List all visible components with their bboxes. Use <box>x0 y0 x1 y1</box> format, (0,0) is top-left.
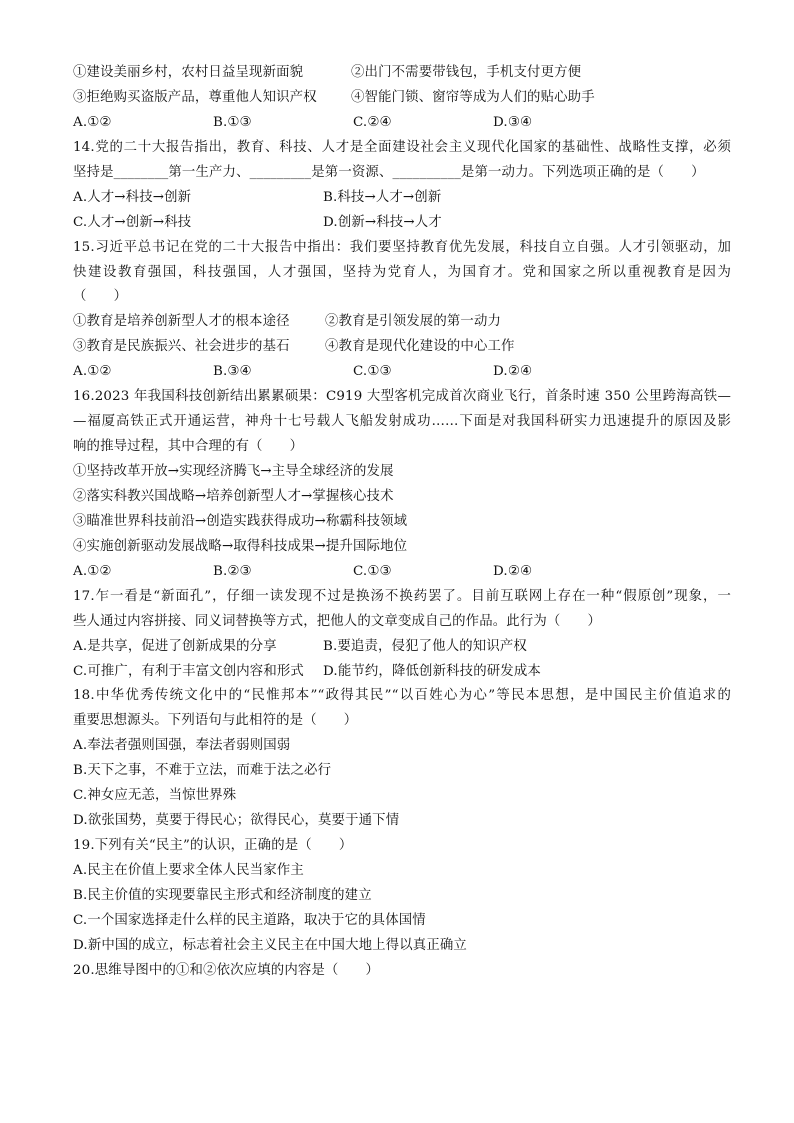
q15-stem-line: 15.习近平总书记在党的二十大报告中指出：我们要坚持教育优先发展，科技自立自强。人才引领驱动，加 <box>73 239 731 255</box>
q15-stem-line: 快建设教育强国，科技强国，人才强国，坚持为党育人，为国育才。党和国家之所以重视教育是因为 <box>73 264 731 280</box>
statement-1: ①教育是培养创新型人才的根本途径 <box>73 314 290 330</box>
option-a: A.是共享，促进了创新成果的分享 <box>73 638 277 654</box>
option-a: A.①② <box>73 563 112 579</box>
q16-stem-line: 响的推导过程，其中合理的有（ ） <box>73 439 304 455</box>
q18-stem-line: 18.中华优秀传统文化中的“民惟邦本”“政得其民”“以百姓心为心”等民本思想，是中国民主价值追求的 <box>73 688 731 704</box>
statement-4: ④教育是现代化建设的中心工作 <box>325 339 515 355</box>
statement-2: ②出门不需要带钱包，手机支付更方便 <box>351 65 582 80</box>
option-b: B.民主价值的实现要靠民主形式和经济制度的建立 <box>73 887 372 903</box>
statement-2: ②教育是引领发展的第一动力 <box>325 314 502 330</box>
option-a: A.①② <box>73 364 112 380</box>
q18-stem-line: 重要思想源头。下列语句与此相符的是（ ） <box>73 713 358 729</box>
option-d: D.③④ <box>493 114 533 130</box>
q15-options <box>73 360 731 385</box>
statement-4: ④智能门锁、窗帘等成为人们的贴心助手 <box>351 89 595 105</box>
option-b: B.②③ <box>213 563 252 579</box>
statement-3: ③拒绝购买盗版产品，尊重他人知识产权 <box>73 89 317 105</box>
option-c: C.②④ <box>353 114 392 130</box>
option-c: C.一个国家选择走什么样的民主道路，取决于它的具体国情 <box>73 912 426 928</box>
q19-stem: 19.下列有关“民主”的认识，正确的是（ ） <box>73 838 353 854</box>
q14-options-row <box>73 211 731 236</box>
option-a: A.民主在价值上要求全体人民当家作主 <box>73 863 304 878</box>
option-c: C.人才→创新→科技 <box>73 214 192 230</box>
statement-row <box>73 61 731 86</box>
option-b: B.天下之事，不难于立法，而难于法之必行 <box>73 763 332 779</box>
q15-stem-line: （ ） <box>73 289 128 305</box>
q17-options-row <box>73 660 731 685</box>
statement-1: ①坚持改革开放→实现经济腾飞→主导全球经济的发展 <box>73 464 394 479</box>
option-a: A.①② <box>73 114 112 130</box>
q17-stem-line: 些人通过内容拼接、同义词替换等方式，把他人的文章变成自己的作品。此行为（ ） <box>73 613 602 629</box>
option-d: D.②④ <box>493 563 533 579</box>
statement-1: ①建设美丽乡村，农村日益呈现新面貌 <box>73 65 304 80</box>
option-b: B.要追责，侵犯了他人的知识产权 <box>323 638 527 654</box>
statement-3: ③教育是民族振兴、社会进步的基石 <box>73 339 290 355</box>
option-d: D.创新→科技→人才 <box>323 214 442 230</box>
question-content <box>73 61 731 984</box>
option-d: D.新中国的成立，标志着社会主义民主在中国大地上得以真正确立 <box>73 937 467 953</box>
option-d: D.欲张国势，莫要于得民心；欲得民心，莫要于通下情 <box>73 813 400 829</box>
option-b: B.③④ <box>213 364 252 380</box>
option-d: D.②④ <box>493 364 533 380</box>
q14-options-row <box>73 186 731 211</box>
q14-stem-line: 坚持是________第一生产力、_________是第一资源、__________是第一动力。下列选项正确的是（ ） <box>73 164 705 180</box>
statement-row <box>73 335 731 360</box>
option-d: D.能节约，降低创新科技的研发成本 <box>323 663 541 679</box>
option-a: A.人才→科技→创新 <box>73 189 192 205</box>
statement-4: ④实施创新驱动发展战略→取得科技成果→提升国际地位 <box>73 538 408 554</box>
option-a: A.奉法者强则国强，奉法者弱则国弱 <box>73 738 291 754</box>
q17-options-row <box>73 635 731 660</box>
q17-stem-line: 17.乍一看是“新面孔”，仔细一读发现不过是换汤不换药罢了。目前互联网上存在一种“假原创”现象，一 <box>73 588 731 604</box>
q13-options <box>73 111 731 136</box>
option-c: C.①③ <box>353 563 392 579</box>
q20-stem: 20.思维导图中的①和②依次应填的内容是（ ） <box>73 962 380 978</box>
statement-row <box>73 310 731 335</box>
statement-2: ②落实科教兴国战略→培养创新型人才→掌握核心技术 <box>73 488 394 504</box>
statement-row <box>73 86 731 111</box>
q16-stem-line: 16.2023 年我国科技创新结出累累硕果：C919 大型客机完成首次商业飞行，首条时速 350 公里跨海高铁— <box>73 389 731 405</box>
option-b: B.①③ <box>213 114 252 130</box>
q16-stem-line: —福厦高铁正式开通运营，神舟十七号载人飞船发射成功……下面是对我国科研实力迅速提升的原因及影 <box>73 414 731 430</box>
option-b: B.科技→人才→创新 <box>323 189 442 205</box>
q14-stem-line: 14.党的二十大报告指出，教育、科技、人才是全面建设社会主义现代化国家的基础性、战略性支撑，必须 <box>73 139 731 155</box>
option-c: C.①③ <box>353 364 392 380</box>
statement-3: ③瞄准世界科技前沿→创造实践获得成功→称霸科技领域 <box>73 513 408 529</box>
option-c: C.神女应无恙，当惊世界殊 <box>73 788 237 804</box>
q16-options <box>73 560 731 585</box>
option-c: C.可推广，有利于丰富文创内容和形式 <box>73 663 304 679</box>
